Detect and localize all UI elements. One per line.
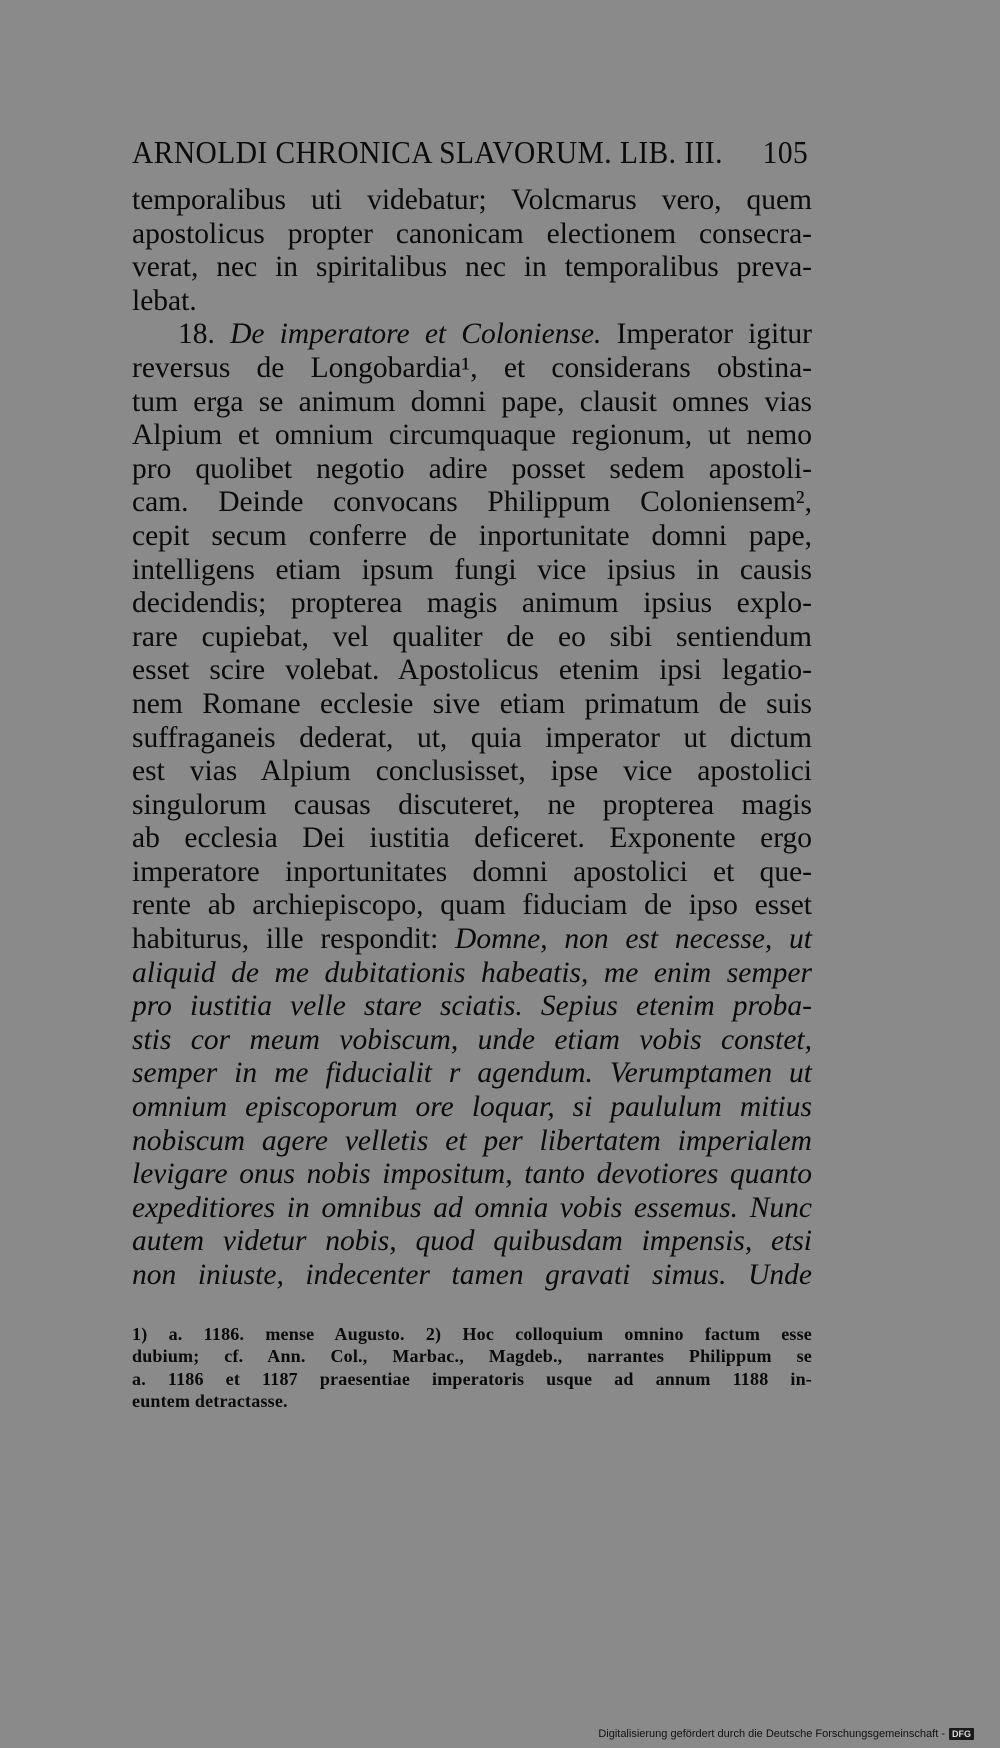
quote-line: stis cor meum vobiscum, unde etiam vobis constet, <box>132 1023 812 1056</box>
section-heading: De imperatore et Coloniense. <box>230 318 602 351</box>
quote-line: semper in me fiducialit r agendum. Verumptamen ut <box>132 1057 812 1090</box>
book-page <box>132 128 812 1413</box>
quote-line: autem videtur nobis, quod quibusdam impensis, etsi <box>132 1225 812 1258</box>
text-line: cepit secum conferre de inportunitate domni pape, <box>132 519 812 552</box>
text-line: rare cupiebat, vel qualiter de eo sibi sentiendum <box>132 620 812 653</box>
quote-line: levigare onus nobis impositum, tanto devotiores quanto <box>132 1158 812 1191</box>
text-line: imperatore inportunitates domni apostolici et que- <box>132 855 812 888</box>
text-line: verat, nec in spiritalibus nec in temporalibus preva- <box>132 251 812 284</box>
credit-text: Digitalisierung gefördert durch die Deutsche Forschungsgemeinschaft - <box>598 1728 945 1740</box>
text-line: temporalibus uti videbatur; Volcmarus vero, quem <box>132 184 812 216</box>
footnote-line: dubium; cf. Ann. Col., Marbac., Magdeb., narrantes Philippum se <box>132 1346 812 1367</box>
text-line: reversus de Longobardia¹, et considerans obstina- <box>132 351 812 384</box>
text-line: lebat. <box>132 284 197 317</box>
text-line: rente ab archiepiscopo, quam fiduciam de ipso esset <box>132 889 812 922</box>
footnote-line: a. 1186 et 1187 praesentiae imperatoris usque ad annum 1188 in- <box>132 1368 812 1389</box>
text-line: esset scire volebat. Apostolicus etenim ipsi legatio- <box>132 654 812 687</box>
text-line: apostolicus propter canonicam electionem consecra- <box>132 217 812 250</box>
quote-line: aliquid de me dubitationis habeatis, me enim semper <box>132 956 812 989</box>
quote-line: non iniuste, indecenter tamen gravati simus. Unde <box>132 1259 812 1291</box>
running-title: ARNOLDI CHRONICA SLAVORUM. LIB. III. <box>132 134 723 170</box>
text-line: est vias Alpium conclusisset, ipse vice apostolici <box>132 755 812 788</box>
quote-line: pro iustitia velle stare sciatis. Sepius etenim proba- <box>132 990 812 1023</box>
paragraph-continuation <box>132 184 812 318</box>
quote-line: nobiscum agere velletis et per libertatem imperialem <box>132 1124 812 1157</box>
text-line: intelligens etiam ipsum fungi vice ipsius in causis <box>132 553 812 586</box>
page-number: 105 <box>762 134 809 170</box>
quote-start: Domne, non est necesse, ut <box>455 923 812 956</box>
text-line: Alpium et omnium circumquaque regionum, ut nemo <box>132 419 812 452</box>
text-roman: habiturus, ille respondit: <box>132 923 439 956</box>
section-number: 18. <box>178 318 215 351</box>
digitization-credit <box>598 1728 974 1740</box>
text-line: cam. Deinde convocans Philippum Coloniensem², <box>132 486 812 519</box>
quote-line: omnium episcoporum ore loquar, si paululum mitius <box>132 1091 812 1124</box>
text-line: tum erga se animum domni pape, clausit omnes vias <box>132 385 812 418</box>
text-line: decidendis; propterea magis animum ipsius explo- <box>132 587 812 620</box>
section-first-line-text: Imperator igitur <box>616 318 813 351</box>
section-first-line <box>132 318 812 352</box>
text-line: ab ecclesia Dei iustitia deficeret. Exponente ergo <box>132 822 812 855</box>
footnote-line: euntem detractasse. <box>132 1391 288 1412</box>
text-line: singulorum causas discuteret, ne propterea magis <box>132 788 812 821</box>
quote-line: expeditiores in omnibus ad omnia vobis essemus. Nunc <box>132 1191 812 1224</box>
text-line: suffraganeis dederat, ut, quia imperator ut dictum <box>132 721 812 754</box>
text-line: pro quolibet negotio adire posset sedem apostoli- <box>132 452 812 485</box>
footnote-line: 1) a. 1186. mense Augusto. 2) Hoc colloquium omnino factum esse <box>132 1323 812 1344</box>
section-18 <box>132 318 812 1292</box>
text-line: nem Romane ecclesie sive etiam primatum de suis <box>132 687 812 720</box>
running-head <box>132 128 808 176</box>
mixed-line <box>132 923 812 957</box>
dfg-logo: DFG <box>949 1728 974 1740</box>
footnotes <box>132 1323 812 1413</box>
